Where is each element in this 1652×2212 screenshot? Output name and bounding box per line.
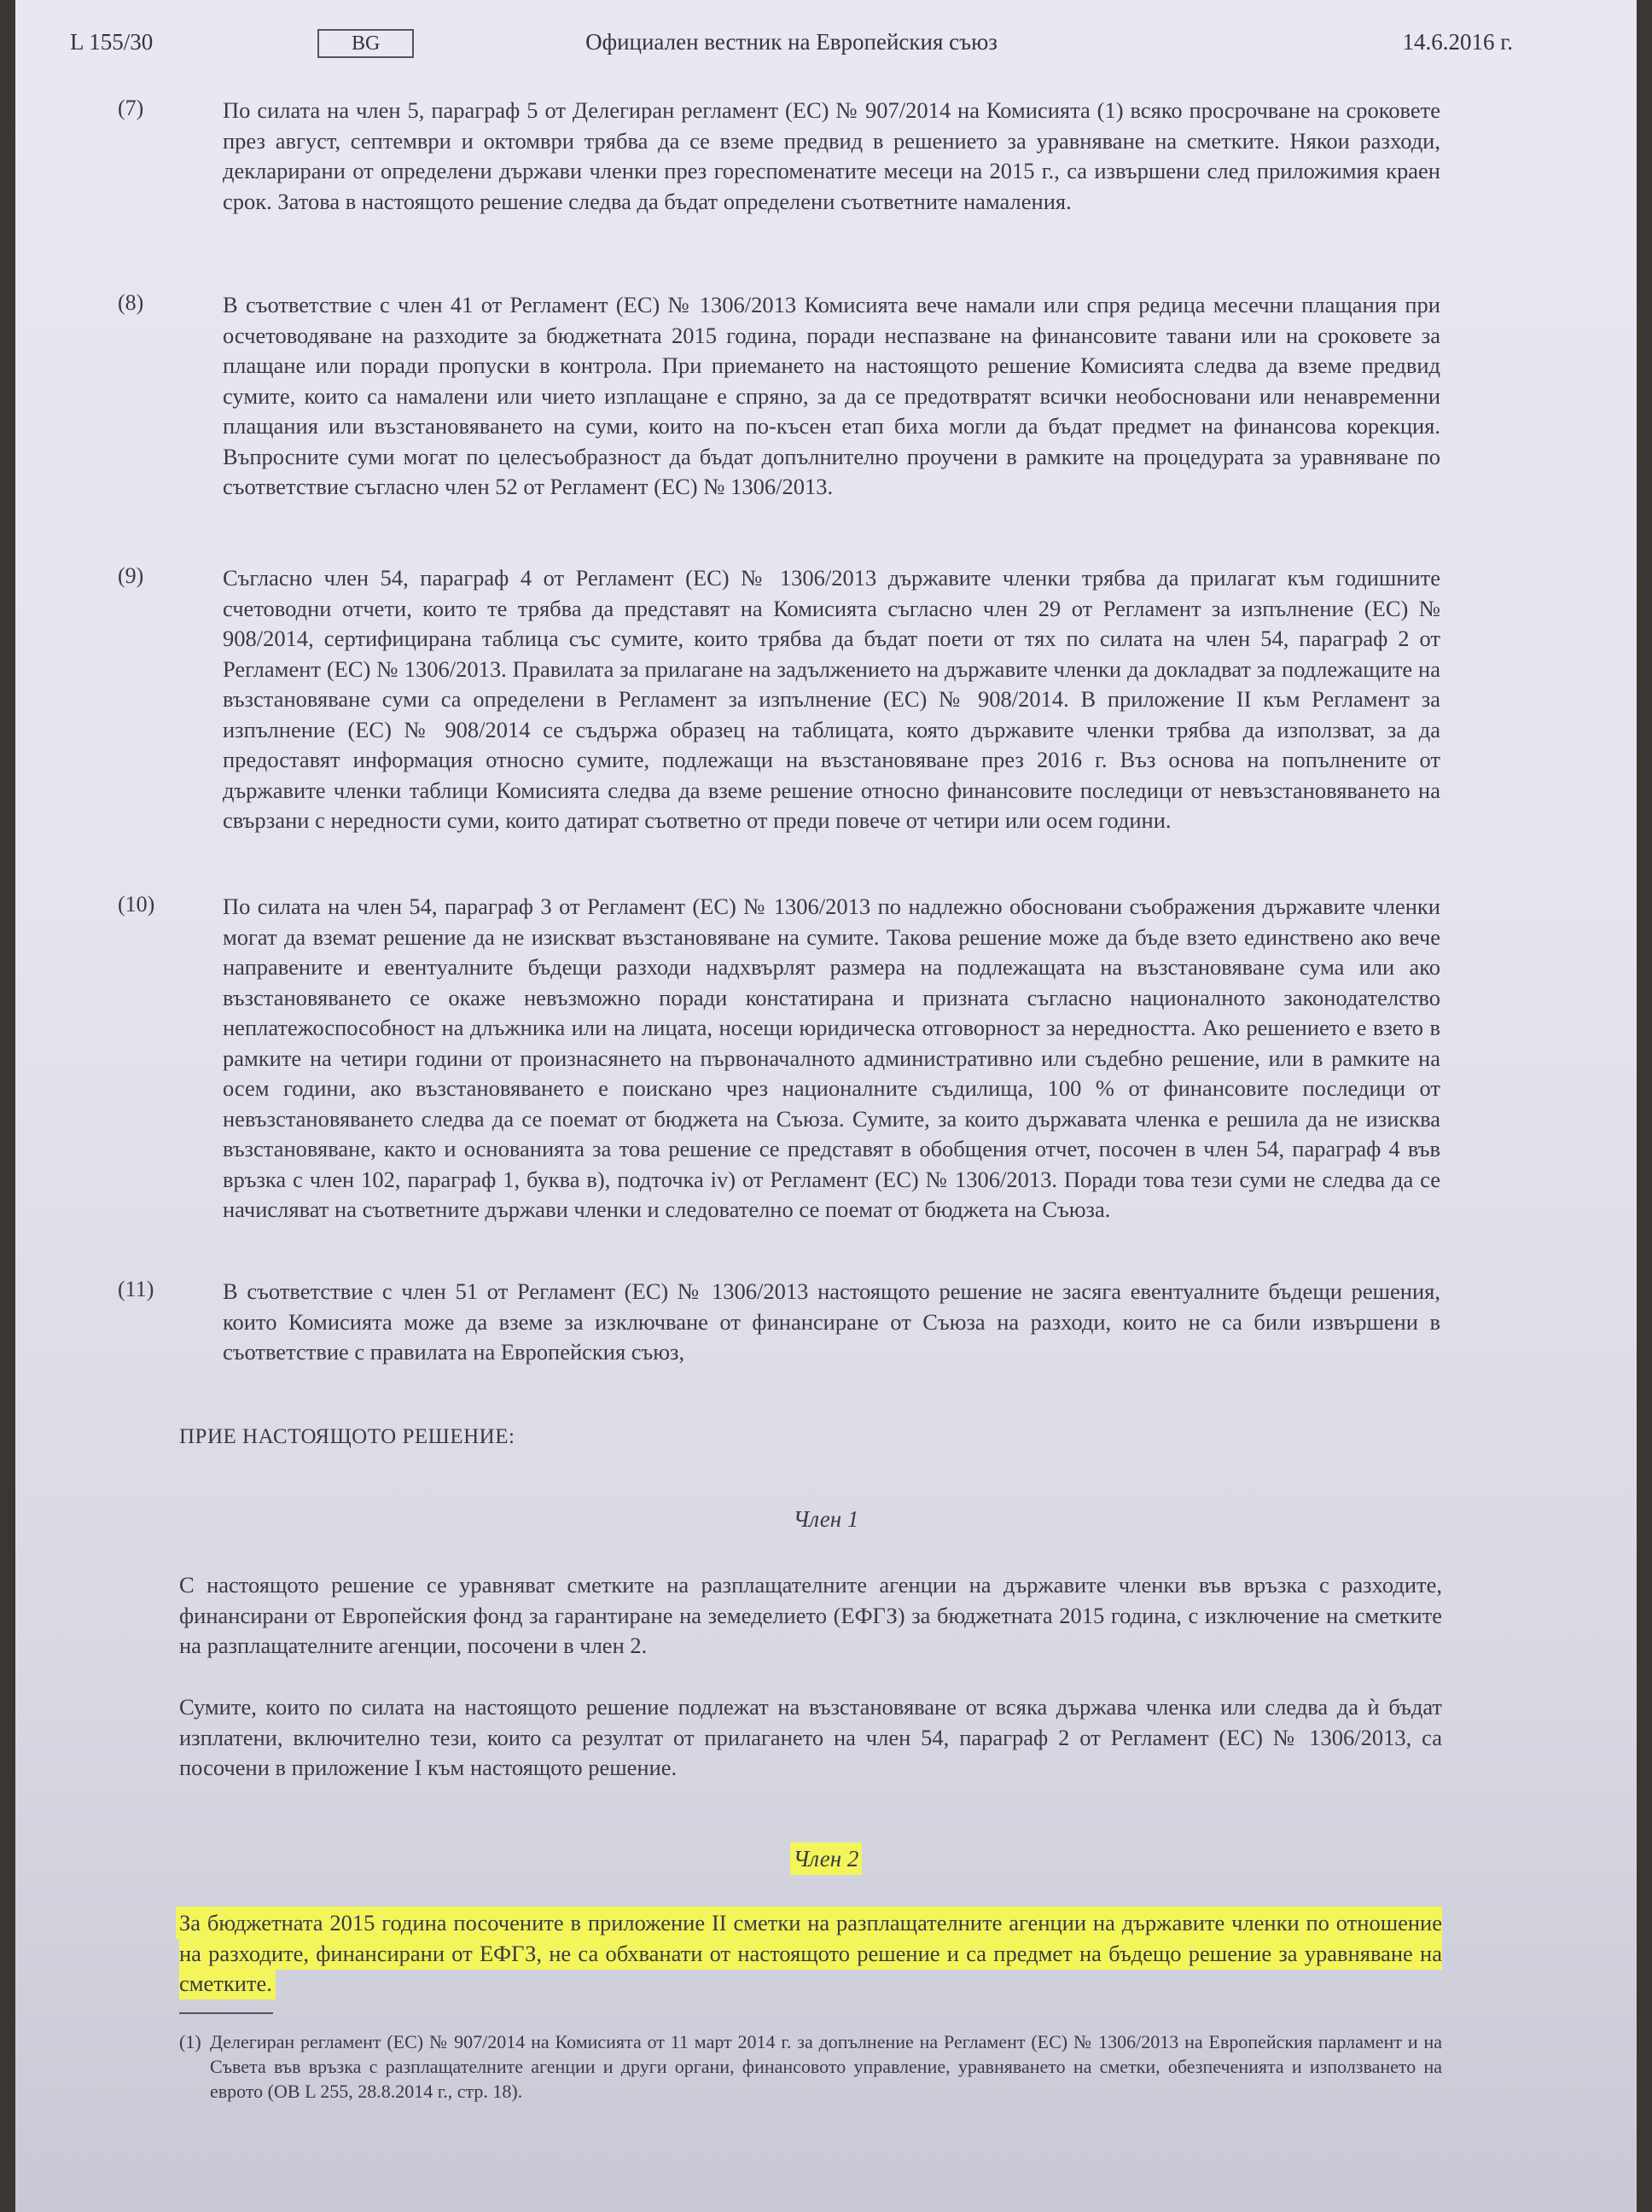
recital-text: Съгласно член 54, параграф 4 от Регламент (ЕС) № 1306/2013 държавите членки трябва да прилагат към годишните счетоводни отчети, които те трябва да представят на Комисията съгласно член 29 от Регламент за изпълнение (ЕС) № 908/2014, сертифицирана таблица със сумите, които трябва да бъдат поети от тях по силата на член 54, параграф 2 от Регламент (ЕС) № 1306/2013. Правилата за прилагане на задължението на държавите членки да докладват за подлежащите на възстановяване суми са определени в Регламент за изпълнение (ЕС) № 908/2014. В приложение II към Регламент за изпълнение (ЕС) № 908/2014 се съдържа образец на таблицата, която държавите членки трябва да използват, за да предоставят информация относно сумите, подлежащи на възстановяване през 2016 г. Въз основа на попълнените от държавите членки таблици Комисията следва да вземе решение относно финансовите последици от невъзстановяването на свързани с нередности суми, които датират съответно от преди повече от четири или осем години.	[223, 565, 1440, 833]
recital-number: (11)	[118, 1277, 154, 1301]
recital-7	[118, 96, 1440, 217]
recital-text: По силата на член 5, параграф 5 от Делегиран регламент (ЕС) № 907/2014 на Комисията (1) всяко просрочване на сроковете през август, септември и октомври трябва да се вземе предвид в решението за уравняване на сметките. Някои разходи, декларирани от определени държави членки през гореспоменатите месеци на 2015 г., са извършени след приложимия краен срок. Затова в настоящото решение следва да бъдат определени съответните намаления.	[223, 97, 1440, 214]
recital-text: По силата на член 54, параграф 3 от Регламент (ЕС) № 1306/2013 по надлежно обосновани съображения държавите членки могат да вземат решение да не изискват възстановяване на сумите. Такова решение може да бъде взето единствено ако вече направените и евентуалните бъдещи разходи надхвърлят размера на подлежащата на възстановяване сума или ако възстановяването се окаже невъзможно поради констатирана и призната съгласно националното законодателство неплатежоспособност на длъжника или на лицата, носещи юридическа отговорност за нередността. Ако решението е взето в рамките на четири години от произнасянето на първоначалното административно или съдебно решение, или в рамките на осем години, ако възстановяването е поискано чрез националните съдилища, 100 % от финансовите последици от невъзстановяването следва да се поемат от бюджета на Съюза. Сумите, за които държавата членка е решила да не изисква възстановяване, както и основанията за това решение се представят в обобщения отчет, посочен в член 54, параграф 4 във връзка с член 102, параграф 1, буква в), подточка iv) от Регламент (ЕС) № 1306/2013. Поради това тези суми не следва да се начисляват на съответните държави членки и следователно се поемат от бюджета на Съюза.	[223, 894, 1440, 1222]
recital-text: В съответствие с член 51 от Регламент (ЕС) № 1306/2013 настоящото решение не засяга евентуалните бъдещи решения, които Комисията може да вземе за изключване от финансиране от Съюза на разходи, които не са били извършени в съответствие с правилата на Европейския съюз,	[223, 1278, 1440, 1365]
recital-11	[118, 1277, 1440, 1368]
oj-reference: L 155/30	[70, 29, 154, 55]
recital-number: (8)	[118, 290, 144, 315]
language-code: BG	[317, 29, 414, 58]
recital-text: В съответствие с член 41 от Регламент (ЕС) № 1306/2013 Комисията вече намали или спря редица месечни плащания при осчетоводяване на разходите за бюджетната 2015 година, поради неспазване на финансовите тавани или на сроковете за плащане или поради пропуски в контрола. При приемането на настоящото решение Комисията следва да вземе предвид сумите, които са намалени или чието изплащане е спряно, за да се предотвратят всички необосновани или ненавременни плащания или възстановяването на суми, които на по-късен етап биха могли да бъдат предмет на финансова корекция. Въпросните суми могат по целесъобразност да бъдат допълнително проучени в рамките на процедурата за уравняване по съответствие съгласно член 52 от Регламент (ЕС) № 1306/2013.	[223, 292, 1440, 499]
article-1-paragraph-2: Сумите, които по силата на настоящото решение подлежат на възстановяване от всяка държава членка или следва да ѝ бъдат изплатени, включително тези, които са резултат от прилагането на член 54, параграф 2 от Регламент (ЕС) № 1306/2013, са посочени в приложение I към настоящото решение.	[179, 1694, 1442, 1780]
highlighted-text: За бюджетната 2015 година посочените в приложение II сметки на разплащателните агенции на държавите членки по отношение на разходите, финансирани от ЕФГЗ, не са обхванати от настоящото решение и са предмет на бъдещо решение за уравняване на сметките.	[179, 1910, 1442, 1996]
recital-8	[118, 290, 1440, 503]
footnote-text: Делегиран регламент (ЕС) № 907/2014 на Комисията от 11 март 2014 г. за допълнение на Регламент (ЕС) № 1306/2013 на Европейския парламент и на Съвета във връзка с разплащателните агенции и други органи, финансовото управление, уравняването на сметки, обезпеченията и използването на еврото (ОВ L 255, 28.8.2014 г., стр. 18).	[210, 2031, 1442, 2102]
recital-9	[118, 563, 1440, 836]
recital-number: (7)	[118, 96, 144, 120]
article-2-heading-text: Член 2	[793, 1846, 859, 1871]
journal-title: Официален вестник на Европейския съюз	[585, 29, 998, 55]
recital-10	[118, 892, 1440, 1225]
article-2-paragraph-1	[179, 1908, 1442, 2000]
footnote-divider	[179, 2012, 273, 2014]
footnote-marker: (1)	[179, 2031, 201, 2052]
footnote	[179, 2029, 1442, 2104]
recital-number: (9)	[118, 563, 144, 588]
article-1-paragraph-1: С настоящото решение се уравняват сметките на разплащателните агенции на държавите членки във връзка с разходите, финансирани от Европейския фонд за гарантиране на земеделието (ЕФГЗ) за бюджетната 2015 година, с изключение на сметките на разплащателните агенции, посочени в член 2.	[179, 1572, 1442, 1658]
recital-number: (10)	[118, 892, 155, 917]
adoption-formula: ПРИЕ НАСТОЯЩОТО РЕШЕНИЕ:	[179, 1425, 515, 1448]
article-1-heading: Член 1	[793, 1506, 859, 1532]
page-header	[70, 26, 1513, 60]
publication-date: 14.6.2016 г.	[1402, 29, 1513, 55]
article-2-heading	[15, 1846, 1637, 1872]
document-page	[15, 0, 1637, 2212]
